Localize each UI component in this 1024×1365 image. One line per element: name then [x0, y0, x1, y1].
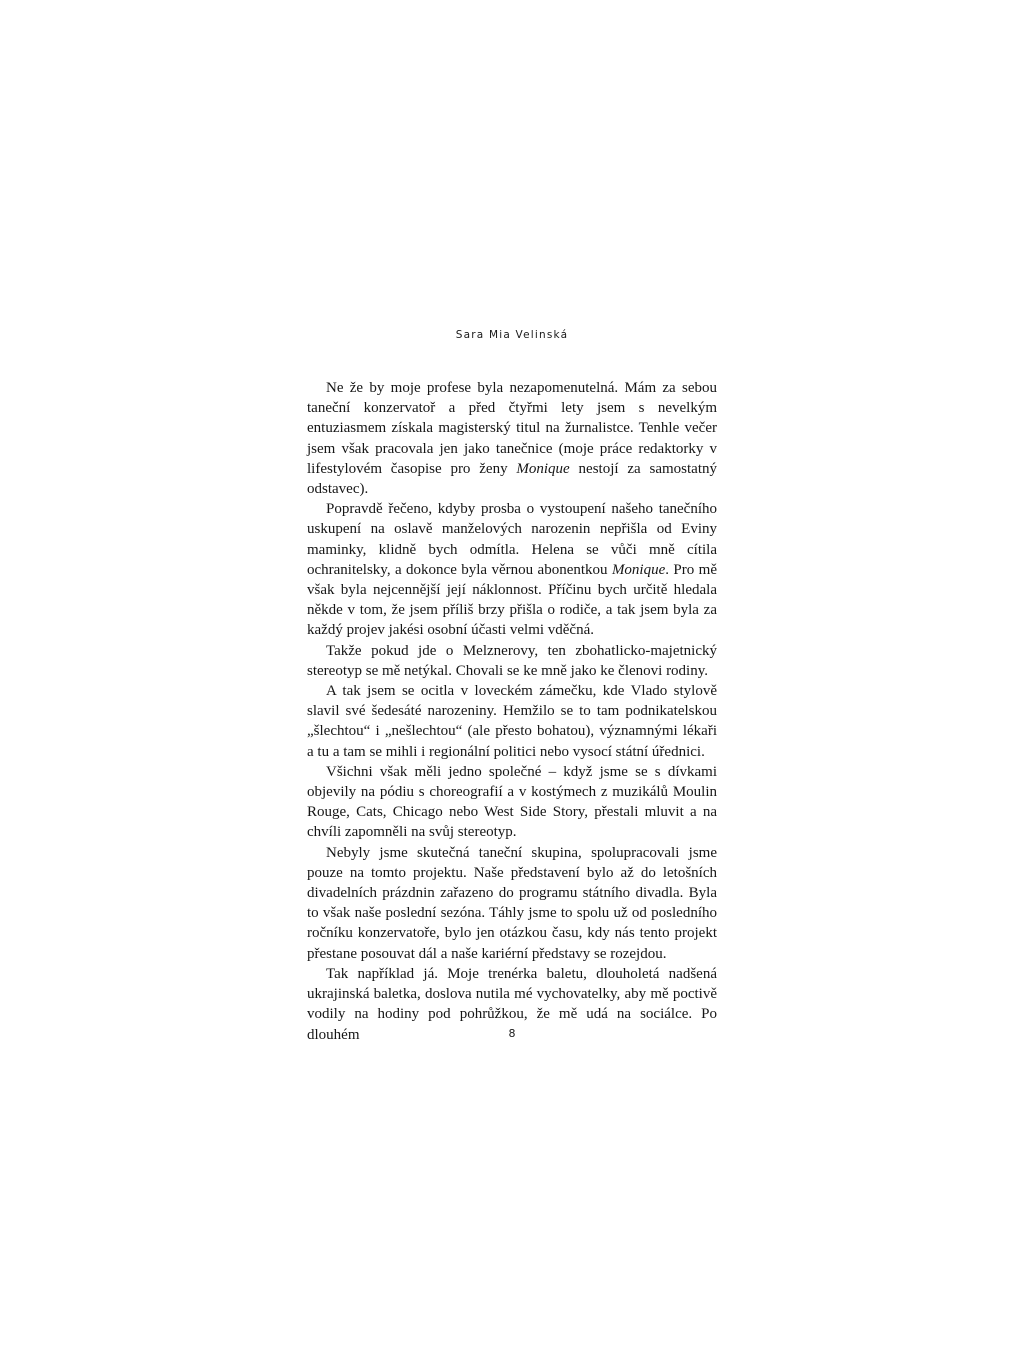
- paragraph: [307, 499, 717, 640]
- paragraph-text: Tak například já. Moje trenérka baletu, dlouholetá nadšená ukrajinská baletka, doslova nutila mé vychovatelky, aby mě poctivě vodily na hodiny pod pohrůžkou, že mě udá na sociálce. Po dlouhém: [307, 965, 717, 1043]
- paragraph: [307, 762, 717, 843]
- paragraph-text: A tak jsem se ocitla v loveckém zámečku, kde Vlado stylově slavil své šedesáté narozeniny. Hemžilo se to tam podnikatelskou „šlechtou“ i „nešlechtou“ (ale přesto bohatou), významnými lékaři a tu a tam se mihli i regionální politici nebo vysocí státní úřednici.: [307, 683, 717, 760]
- paragraph: [307, 378, 717, 499]
- paragraph: [307, 681, 717, 762]
- running-header-author: Sara Mia Velinská: [455, 329, 569, 341]
- paragraph: [307, 641, 717, 681]
- paragraph-text: nestojí za samostatný odstavec).: [307, 460, 717, 498]
- magazine-title-italic: Monique: [611, 561, 666, 578]
- magazine-title-italic: Monique: [516, 460, 570, 477]
- paragraph-text: Popravdě řečeno, kdyby prosba o vystoupení našeho tanečního uskupení na oslavě manželových narozenin nepřišla od Eviny maminky, klidně bych odmítla. Helena se vůči mně cítila ochranitelsky, a dokonce byla věrnou abonentkou: [307, 501, 717, 578]
- paragraph-text: Nebyly jsme skutečná taneční skupina, spolupracovali jsme pouze na tomto projektu. Naše představení bylo až do letošních divadelních prázdnin zařazeno do programu státního divadla. Byla to však naše poslední sezóna. Táhly jsme to spolu už od posledního ročníku konzervatoře, bylo jen otázkou času, kdy nás tento projekt přestane posouvat dál a naše kariérní představy se rozejdou.: [307, 844, 717, 962]
- paragraph-text: Ne že by moje profese byla nezapomenutelná. Mám za sebou taneční konzervatoř a před čtyřmi lety jsem s nevelkým entuziasmem získala magisterský titul na žurnalistce. Tenhle večer jsem však pracovala jen jako tanečnice (moje práce redaktorky v lifestylovém časopise pro ženy: [307, 380, 717, 477]
- paragraph-text: Všichni však měli jedno společné – když jsme se s dívkami objevily na pódiu s choreografií a v kostýmech z muzikálů Moulin Rouge, Cats, Chicago nebo West Side Story, přestali mluvit a na chvíli zapomněli na svůj stereotyp.: [307, 763, 717, 841]
- body-text: [307, 378, 717, 1045]
- page-number: 8: [508, 1027, 516, 1040]
- paragraph-text: . Pro mě však byla nejcennější její náklonnost. Příčinu bych určitě hledala někde v tom, že jsem příliš brzy přišla o rodiče, a tak jsem byla za každý projev jakési osobní účasti velmi vděčná.: [307, 561, 717, 639]
- paragraph-text: Takže pokud jde o Melznerovy, ten zbohatlicko-majetnický stereotyp se mě netýkal. Chovali se ke mně jako ke členovi rodiny.: [307, 642, 717, 679]
- paragraph: [307, 843, 717, 964]
